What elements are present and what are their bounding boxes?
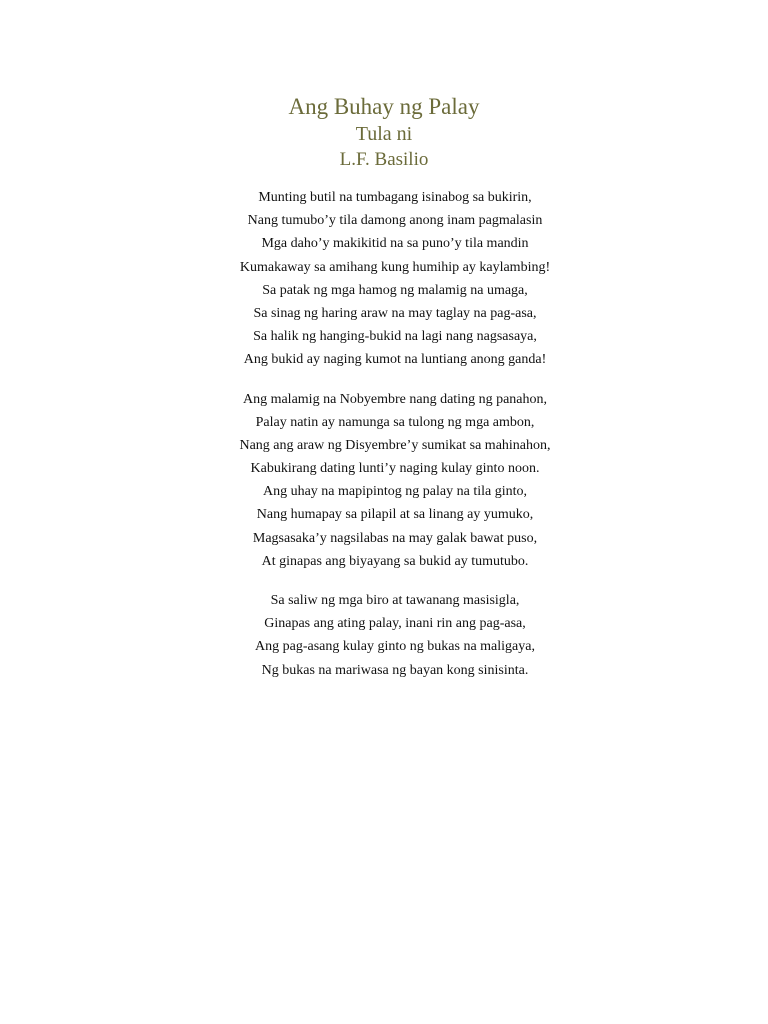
poem-line: Nang humapay sa pilapil at sa linang ay yumuko,	[256, 507, 534, 523]
poem-line: Sa halik ng hanging-bukid na lagi nang nagsasaya,	[253, 329, 537, 345]
stanza-1	[0, 186, 768, 372]
title-block	[0, 92, 768, 172]
stanza-2	[0, 388, 768, 574]
poem-line: At ginapas ang biyayang sa bukid ay tumutubo.	[261, 553, 529, 569]
poem-line: Ang uhay na mapipintog ng palay na tila ginto,	[262, 484, 527, 500]
poem-subtitle: Tula ni	[355, 123, 413, 145]
poem-line: Kumakaway sa amihang kung humihip ay kaylambing!	[239, 259, 551, 275]
poem-line: Ang bukid ay naging kumot na luntiang anong ganda!	[243, 352, 547, 368]
poem-line: Sa patak ng mga hamog ng malamig na umaga,	[262, 282, 528, 298]
poem-line: Sa sinag ng haring araw na may taglay na pag-asa,	[253, 305, 537, 321]
poem-line: Mga daho’y makikitid na sa puno’y tila mandin	[261, 236, 529, 252]
poem-line: Ginapas ang ating palay, inani rin ang pag-asa,	[264, 616, 526, 632]
poem-title: Ang Buhay ng Palay	[288, 94, 480, 119]
poem-line: Nang ang araw ng Disyembre’y sumikat sa mahinahon,	[239, 437, 551, 453]
poem-line: Kabukirang dating lunti’y naging kulay ginto noon.	[250, 461, 540, 477]
poem-line: Ang malamig na Nobyembre nang dating ng panahon,	[242, 391, 548, 407]
poem-line: Ang pag-asang kulay ginto ng bukas na maligaya,	[255, 639, 535, 655]
poem-line: Ng bukas na mariwasa ng bayan kong sinisinta.	[261, 662, 529, 678]
poem-author: L.F. Basilio	[339, 149, 429, 170]
poem-line: Munting butil na tumbagang isinabog sa bukirin,	[258, 190, 532, 205]
poem-line: Sa saliw ng mga biro at tawanang masisigla,	[270, 593, 520, 608]
poem-line: Nang tumubo’y tila damong anong inam pagmalasin	[247, 213, 543, 229]
poem-line: Palay natin ay namunga sa tulong ng mga ambon,	[255, 414, 535, 430]
poem-line: Magsasaka’y nagsilabas na may galak bawat puso,	[252, 530, 538, 546]
stanza-3	[0, 589, 768, 682]
poem-body	[0, 186, 768, 698]
